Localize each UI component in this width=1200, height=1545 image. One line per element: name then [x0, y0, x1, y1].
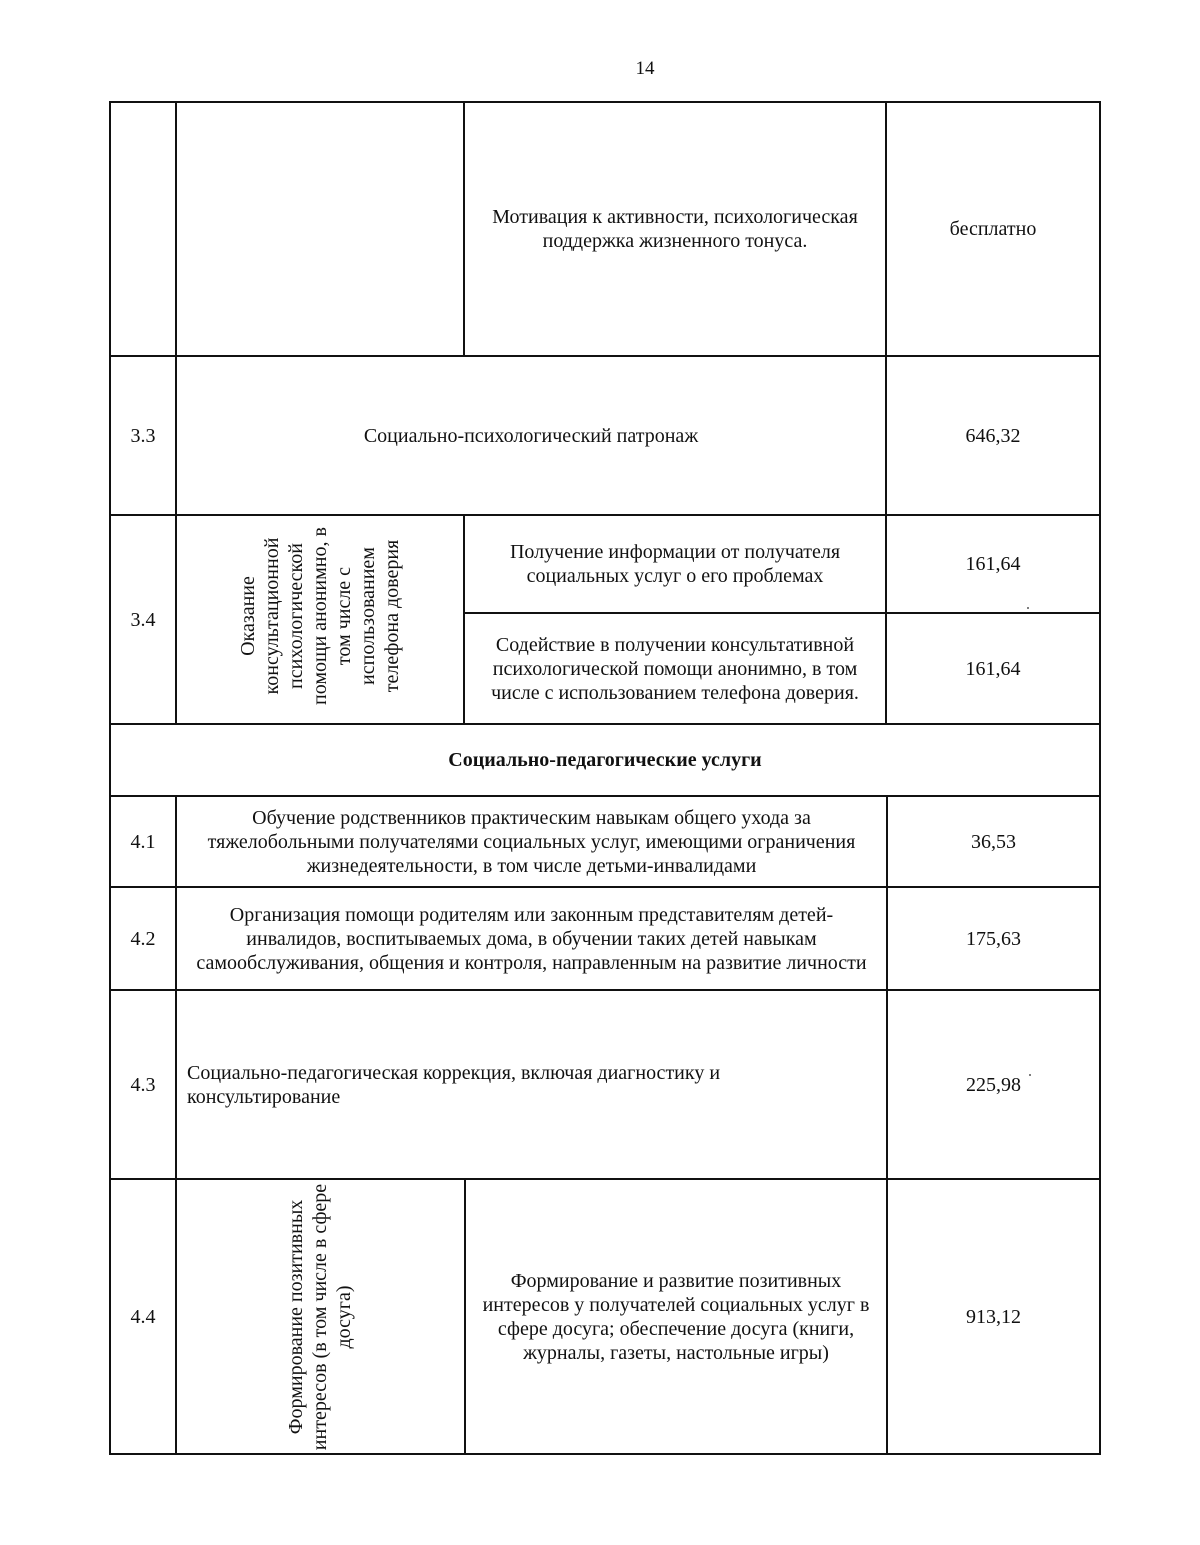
table-cell-service — [177, 797, 886, 886]
price-text: 646,32 — [965, 424, 1021, 447]
row-number: 4.4 — [130, 1305, 156, 1328]
price-text: 225,98 — [966, 1073, 1021, 1096]
table-border-right — [1099, 101, 1101, 1455]
table-cell-service — [465, 516, 885, 612]
table-cell-service — [465, 614, 885, 723]
price-text: 36,53 — [971, 830, 1016, 853]
category-vertical-text: Оказание консультационной психологической помощи анонимно, в том числе с использованием телефона доверия — [237, 527, 403, 705]
table-cell-number — [111, 357, 175, 514]
table-border-bottom — [110, 1453, 1100, 1455]
scan-speck — [1027, 607, 1029, 609]
row-number: 4.1 — [130, 830, 156, 853]
section-header — [111, 725, 1099, 795]
service-text: Организация помощи родителям или законным представителям детей-инвалидов, воспитываемых дома, в обучении таких детей навыкам самообслуживания, общения и контроля, направленным на развитие личности — [196, 903, 867, 974]
table-cell-service — [177, 991, 886, 1178]
table-cell-number — [111, 797, 175, 886]
service-text: Обучение родственников практическим навыкам общего ухода за тяжелобольными получателями социальных услуг, имеющими ограничения жизнедеятельности, в том числе детьми-инвалидами — [207, 806, 856, 877]
table-cell-price — [888, 888, 1099, 989]
section-title: Социально-педагогические услуги — [448, 749, 762, 771]
table-cell-service — [465, 103, 885, 355]
price-text: 913,12 — [966, 1305, 1021, 1328]
service-text: Формирование и развитие позитивных интересов у получателей социальных услуг в сфере досуга; обеспечение досуга (книги, журналы, газеты, настольные игры) — [482, 1269, 870, 1364]
table-cell-price — [888, 991, 1099, 1178]
service-text: Социально-педагогическая коррекция, включая диагностику и консультирование — [187, 1061, 721, 1108]
table-cell-service — [177, 888, 886, 989]
row-number: 4.2 — [130, 927, 156, 950]
row-number: 3.4 — [130, 608, 156, 631]
table-cell-price — [887, 103, 1099, 355]
service-text: Содействие в получении консультативной психологической помощи анонимно, в том числе с использованием телефона доверия. — [491, 633, 859, 704]
service-text: Получение информации от получателя социальных услуг о его проблемах — [509, 541, 841, 587]
category-vertical-text: Формирование позитивных интересов (в том числе в сфере досуга) — [285, 1183, 355, 1451]
page-number: 14 — [635, 58, 655, 79]
table-cell-price — [887, 357, 1099, 514]
scan-speck — [1029, 1074, 1031, 1076]
table-cell-price — [887, 516, 1099, 612]
row-number: 4.3 — [130, 1073, 156, 1096]
service-text: Мотивация к активности, психологическая поддержка жизненного тонуса. — [492, 206, 858, 252]
table-cell-service — [177, 357, 885, 514]
table-cell-number — [111, 1180, 175, 1453]
table-cell-number — [111, 991, 175, 1178]
table-cell-service — [466, 1180, 886, 1453]
service-text: Социально-психологический патронаж — [363, 424, 699, 447]
table-cell-price — [887, 614, 1099, 723]
price-text: 175,63 — [966, 927, 1021, 950]
price-text: 161,64 — [965, 657, 1021, 680]
table-cell-number — [111, 888, 175, 989]
table-cell-price — [888, 1180, 1099, 1453]
row-number: 3.3 — [130, 424, 156, 447]
price-text: 161,64 — [965, 553, 1021, 575]
price-text: бесплатно — [949, 218, 1037, 240]
table-cell-price — [888, 797, 1099, 886]
